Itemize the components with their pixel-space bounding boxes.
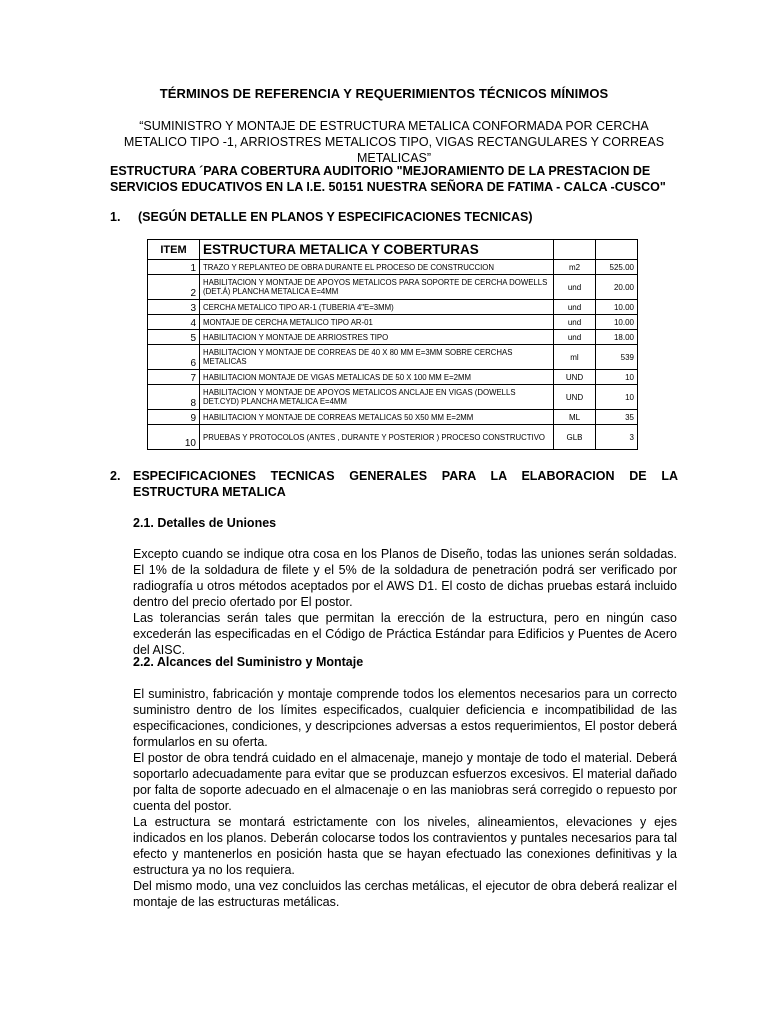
table-row: [148, 345, 638, 370]
table-row: [148, 370, 638, 385]
row-qty: 525.00: [596, 260, 638, 275]
row-description: PRUEBAS Y PROTOCOLOS (ANTES , DURANTE Y POSTERIOR ) PROCESO CONSTRUCTIVO: [200, 425, 554, 450]
row-unit: m2: [554, 260, 596, 275]
table-row: [148, 410, 638, 425]
row-description: HABILITACION Y MONTAJE DE CORREAS DE 40 X 80 MM E=3MM SOBRE CERCHAS METALICAS: [200, 345, 554, 370]
row-qty: 18.00: [596, 330, 638, 345]
row-unit: ML: [554, 410, 596, 425]
row-item: 10: [148, 425, 200, 450]
subsection-2-1-body: [133, 546, 677, 658]
row-qty: 10: [596, 370, 638, 385]
row-unit: und: [554, 330, 596, 345]
row-description: HABILITACION Y MONTAJE DE APOYOS METALICOS PARA SOPORTE DE CERCHA DOWELLS (DET.Á) PLANCHA METALICA E=4MM: [200, 275, 554, 300]
document-title: TÉRMINOS DE REFERENCIA Y REQUERIMIENTOS TÉCNICOS MÍNIMOS: [159, 86, 609, 101]
header-unit: [554, 240, 596, 260]
subsection-2-2-title: 2.2. Alcances del Suministro y Montaje: [133, 655, 364, 669]
section-2-title: ESPECIFICACIONES TECNICAS GENERALES PARA LA ELABORACION DE LA ESTRUCTURA METALICA: [133, 469, 678, 499]
row-qty: 3: [596, 425, 638, 450]
subsection-2-2-body: [133, 686, 677, 910]
row-qty: 539: [596, 345, 638, 370]
document-subtitle: “SUMINISTRO Y MONTAJE DE ESTRUCTURA METALICA CONFORMADA POR CERCHA METALICO TIPO -1, ARRIOSTRES METALICOS TIPO, VIGAS RECTANGULARES Y CORREAS METALICAS”: [123, 119, 665, 165]
row-description: CERCHA METALICO TIPO AR-1 (TUBERIA 4"E=3MM): [200, 300, 554, 315]
items-table: [147, 239, 638, 450]
table-row: [148, 275, 638, 300]
row-qty: 10.00: [596, 315, 638, 330]
table-row: [148, 425, 638, 450]
header-description: ESTRUCTURA METALICA Y COBERTURAS: [200, 240, 554, 260]
row-unit: und: [554, 315, 596, 330]
row-item: 9: [148, 410, 200, 425]
section-1-number: 1.: [110, 210, 121, 224]
table-row: [148, 300, 638, 315]
row-qty: 20.00: [596, 275, 638, 300]
paragraph: La estructura se montará estrictamente con los niveles, alineamientos, elevaciones y ejes indicados en los planos. Deberán colocarse todos los contravientos y puntales necesarios para tal efecto y mantenerlos en posición hasta que se hayan efectuado las conexiones definitivas y la estructura ya no los requiera.: [133, 815, 677, 877]
table-row: [148, 330, 638, 345]
table-row: [148, 260, 638, 275]
paragraph: El postor de obra tendrá cuidado en el almacenaje, manejo y montaje de todo el material. Deberá soportarlo adecuadamente para evitar que se produzcan esfuerzos excesivos. El material dañado por falta de soporte adecuado en el almacenaje o en las maniobras será corregido o repuesto por cuenta del postor.: [133, 751, 677, 813]
row-qty: 35: [596, 410, 638, 425]
table-row: [148, 385, 638, 410]
row-unit: GLB: [554, 425, 596, 450]
row-qty: 10.00: [596, 300, 638, 315]
section-2-number: 2.: [110, 469, 121, 483]
table-header-row: [148, 240, 638, 260]
row-item: 2: [148, 275, 200, 300]
row-item: 5: [148, 330, 200, 345]
table-row: [148, 315, 638, 330]
row-unit: UND: [554, 370, 596, 385]
row-description: HABILITACION Y MONTAJE DE APOYOS METALICOS ANCLAJE EN VIGAS (DOWELLS DET.CYD) PLANCHA METALICA E=4MM: [200, 385, 554, 410]
row-description: MONTAJE DE CERCHA METALICO TIPO AR-01: [200, 315, 554, 330]
row-item: 3: [148, 300, 200, 315]
row-unit: ml: [554, 345, 596, 370]
structure-heading: ESTRUCTURA ´PARA COBERTURA AUDITORIO "MEJORAMIENTO DE LA PRESTACION DE SERVICIOS EDUCATIVOS EN LA I.E. 50151 NUESTRA SEÑORA DE FATIMA - CALCA -CUSCO": [110, 164, 666, 194]
section-1-title: (SEGÚN DETALLE EN PLANOS Y ESPECIFICACIONES TECNICAS): [138, 210, 533, 224]
paragraph: Del mismo modo, una vez concluidos las cerchas metálicas, el ejecutor de obra deberá realizar el montaje de las estructuras metálicas.: [133, 879, 677, 909]
row-description: HABILITACION MONTAJE DE VIGAS METALICAS DE 50 X 100 MM E=2MM: [200, 370, 554, 385]
row-unit: und: [554, 275, 596, 300]
section-2-heading: [110, 468, 678, 500]
row-item: 7: [148, 370, 200, 385]
row-item: 6: [148, 345, 200, 370]
header-qty: [596, 240, 638, 260]
paragraph: Excepto cuando se indique otra cosa en los Planos de Diseño, todas las uniones serán soldadas. El 1% de la soldadura de filete y el 5% de la soldadura de penetración podrá ser verificado por radiografía u otros métodos aceptados por el AWS D1. El costo de dichas pruebas estará incluido dentro del precio ofertado por El postor.: [133, 547, 677, 609]
row-item: 1: [148, 260, 200, 275]
row-unit: und: [554, 300, 596, 315]
row-description: HABILITACION Y MONTAJE DE ARRIOSTRES TIPO: [200, 330, 554, 345]
header-item: ITEM: [148, 240, 200, 260]
subsection-2-1-title: 2.1. Detalles de Uniones: [133, 516, 277, 530]
row-description: TRAZO Y REPLANTEO DE OBRA DURANTE EL PROCESO DE CONSTRUCCION: [200, 260, 554, 275]
paragraph: Las tolerancias serán tales que permitan la erección de la estructura, pero en ningún caso excederán las especificadas en el Código de Práctica Estándar para Edificios y Puentes de Acero del AISC.: [133, 611, 677, 657]
row-unit: UND: [554, 385, 596, 410]
row-item: 4: [148, 315, 200, 330]
row-item: 8: [148, 385, 200, 410]
row-description: HABILITACION Y MONTAJE DE CORREAS METALICAS 50 X50 MM E=2MM: [200, 410, 554, 425]
row-qty: 10: [596, 385, 638, 410]
paragraph: El suministro, fabricación y montaje comprende todos los elementos necesarios para un correcto suministro dentro de los límites especificados, cualquier deficiencia e incompatibilidad de las especificaciones, condiciones, y descripciones adversas a estos requerimientos, El postor deberá formularlos en su oferta.: [133, 687, 677, 749]
section-1-heading: [110, 210, 533, 224]
